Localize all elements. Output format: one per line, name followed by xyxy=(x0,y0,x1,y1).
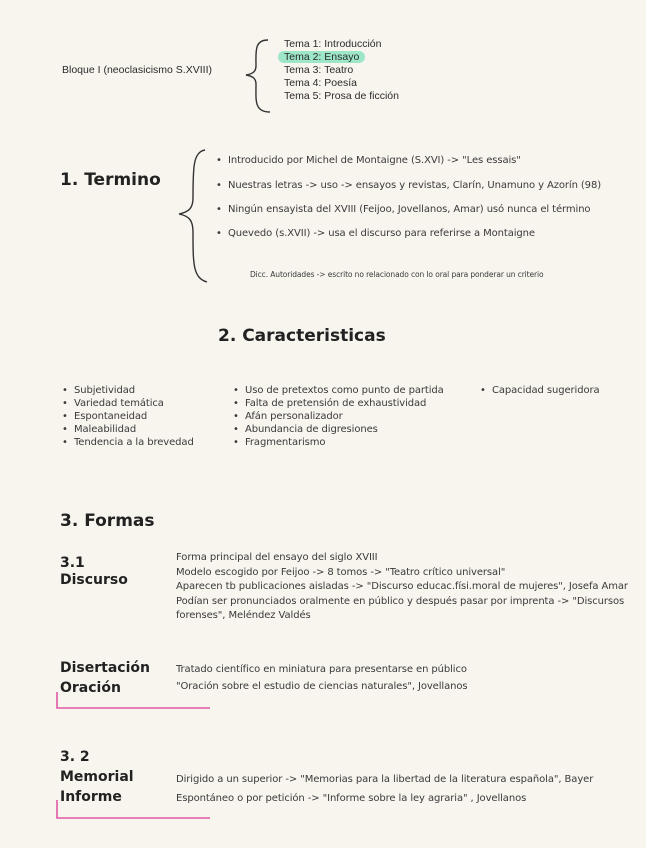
caracteristica-item: • Uso de pretextos como punto de partida xyxy=(233,384,444,397)
caracteristica-item: • Subjetividad xyxy=(62,384,194,397)
discurso-line: Aparecen tb publicaciones aisladas -> "Discurso educac.físi.moral de mujeres", Josefa Amar xyxy=(176,581,628,592)
discurso-title: Discurso xyxy=(60,572,128,588)
temas-list xyxy=(284,38,399,103)
termino-note: Dicc. Autoridades -> escrito no relacionado con lo oral para ponderar un criterio xyxy=(250,270,544,279)
disertacion-title: Disertación xyxy=(60,660,150,676)
caracteristica-item: • Falta de pretensión de exhaustividad xyxy=(233,397,444,410)
discurso-line: Modelo escogido por Feijoo -> 8 tomos -> "Teatro crítico universal" xyxy=(176,566,506,578)
caracteristicas-col3 xyxy=(480,384,600,397)
bloque-title: Bloque I (neoclasicismo S.XVIII) xyxy=(62,64,212,76)
caracteristica-item: • Variedad temática xyxy=(62,397,194,410)
termino-heading: 1. Termino xyxy=(60,170,161,190)
caracteristicas-col1 xyxy=(62,384,194,449)
tema-item: Tema 5: Prosa de ficción xyxy=(284,90,399,102)
termino-item: • Quevedo (s.XVII) -> usa el discurso para referirse a Montaigne xyxy=(216,228,601,239)
discurso-line: Forma principal del ensayo del siglo XVIII xyxy=(176,552,378,563)
informe-title: Informe xyxy=(60,789,122,805)
discurso-number: 3.1 xyxy=(60,555,85,571)
tema-item: Tema 1: Introducción xyxy=(284,38,382,50)
discurso-text xyxy=(176,551,628,624)
discurso-line: Podían ser pronunciados oralmente en público y después pasar por imprenta -> "Discursos xyxy=(176,595,625,607)
discurso-line: forenses", Meléndez Valdés xyxy=(176,610,311,621)
disertacion-text xyxy=(176,661,467,695)
caracteristicas-col2 xyxy=(233,384,444,449)
termino-brace xyxy=(175,148,209,284)
termino-item: • Introducido por Michel de Montaigne (S.XVI) -> "Les essais" xyxy=(216,155,601,166)
caracteristica-item: • Fragmentarismo xyxy=(233,436,444,449)
caracteristica-item: • Tendencia a la brevedad xyxy=(62,436,194,449)
caracteristica-item: • Afán personalizador xyxy=(233,410,444,423)
memorial-title: Memorial xyxy=(60,769,134,785)
caracteristica-item: • Capacidad sugeridora xyxy=(480,384,600,397)
tema-item: Tema 3: Teatro xyxy=(284,64,354,76)
memorial-line: Espontáneo o por petición -> "Informe sobre la ley agraria" , Jovellanos xyxy=(176,793,527,804)
caracteristica-item: • Espontaneidad xyxy=(62,410,194,423)
bloque-brace xyxy=(240,38,274,114)
caracteristica-item: • Abundancia de digresiones xyxy=(233,423,444,436)
disertacion-line: Tratado científico en miniatura para presentarse en público xyxy=(176,664,467,675)
memorial-text xyxy=(176,770,593,808)
memorial-number: 3. 2 xyxy=(60,749,90,765)
termino-item: • Ningún ensayista del XVIII (Feijoo, Jovellanos, Amar) usó nunca el término xyxy=(216,204,601,215)
caracteristicas-heading: 2. Caracteristicas xyxy=(218,326,386,346)
discurso-label xyxy=(60,555,128,589)
tema-item-highlighted: Tema 2: Ensayo xyxy=(278,51,365,63)
memorial-line: Dirigido a un superior -> "Memorias para la libertad de la literatura española", Bayer xyxy=(176,774,594,785)
oracion-title: Oración xyxy=(60,680,121,696)
termino-item: • Nuestras letras -> uso -> ensayos y revistas, Clarín, Unamuno y Azorín (98) xyxy=(216,180,601,191)
tema-item: Tema 4: Poesía xyxy=(284,77,357,89)
formas-heading: 3. Formas xyxy=(60,511,155,531)
disertacion-line: "Oración sobre el estudio de ciencias naturales", Jovellanos xyxy=(176,681,468,692)
caracteristica-item: • Maleabilidad xyxy=(62,423,194,436)
termino-list xyxy=(216,155,601,239)
